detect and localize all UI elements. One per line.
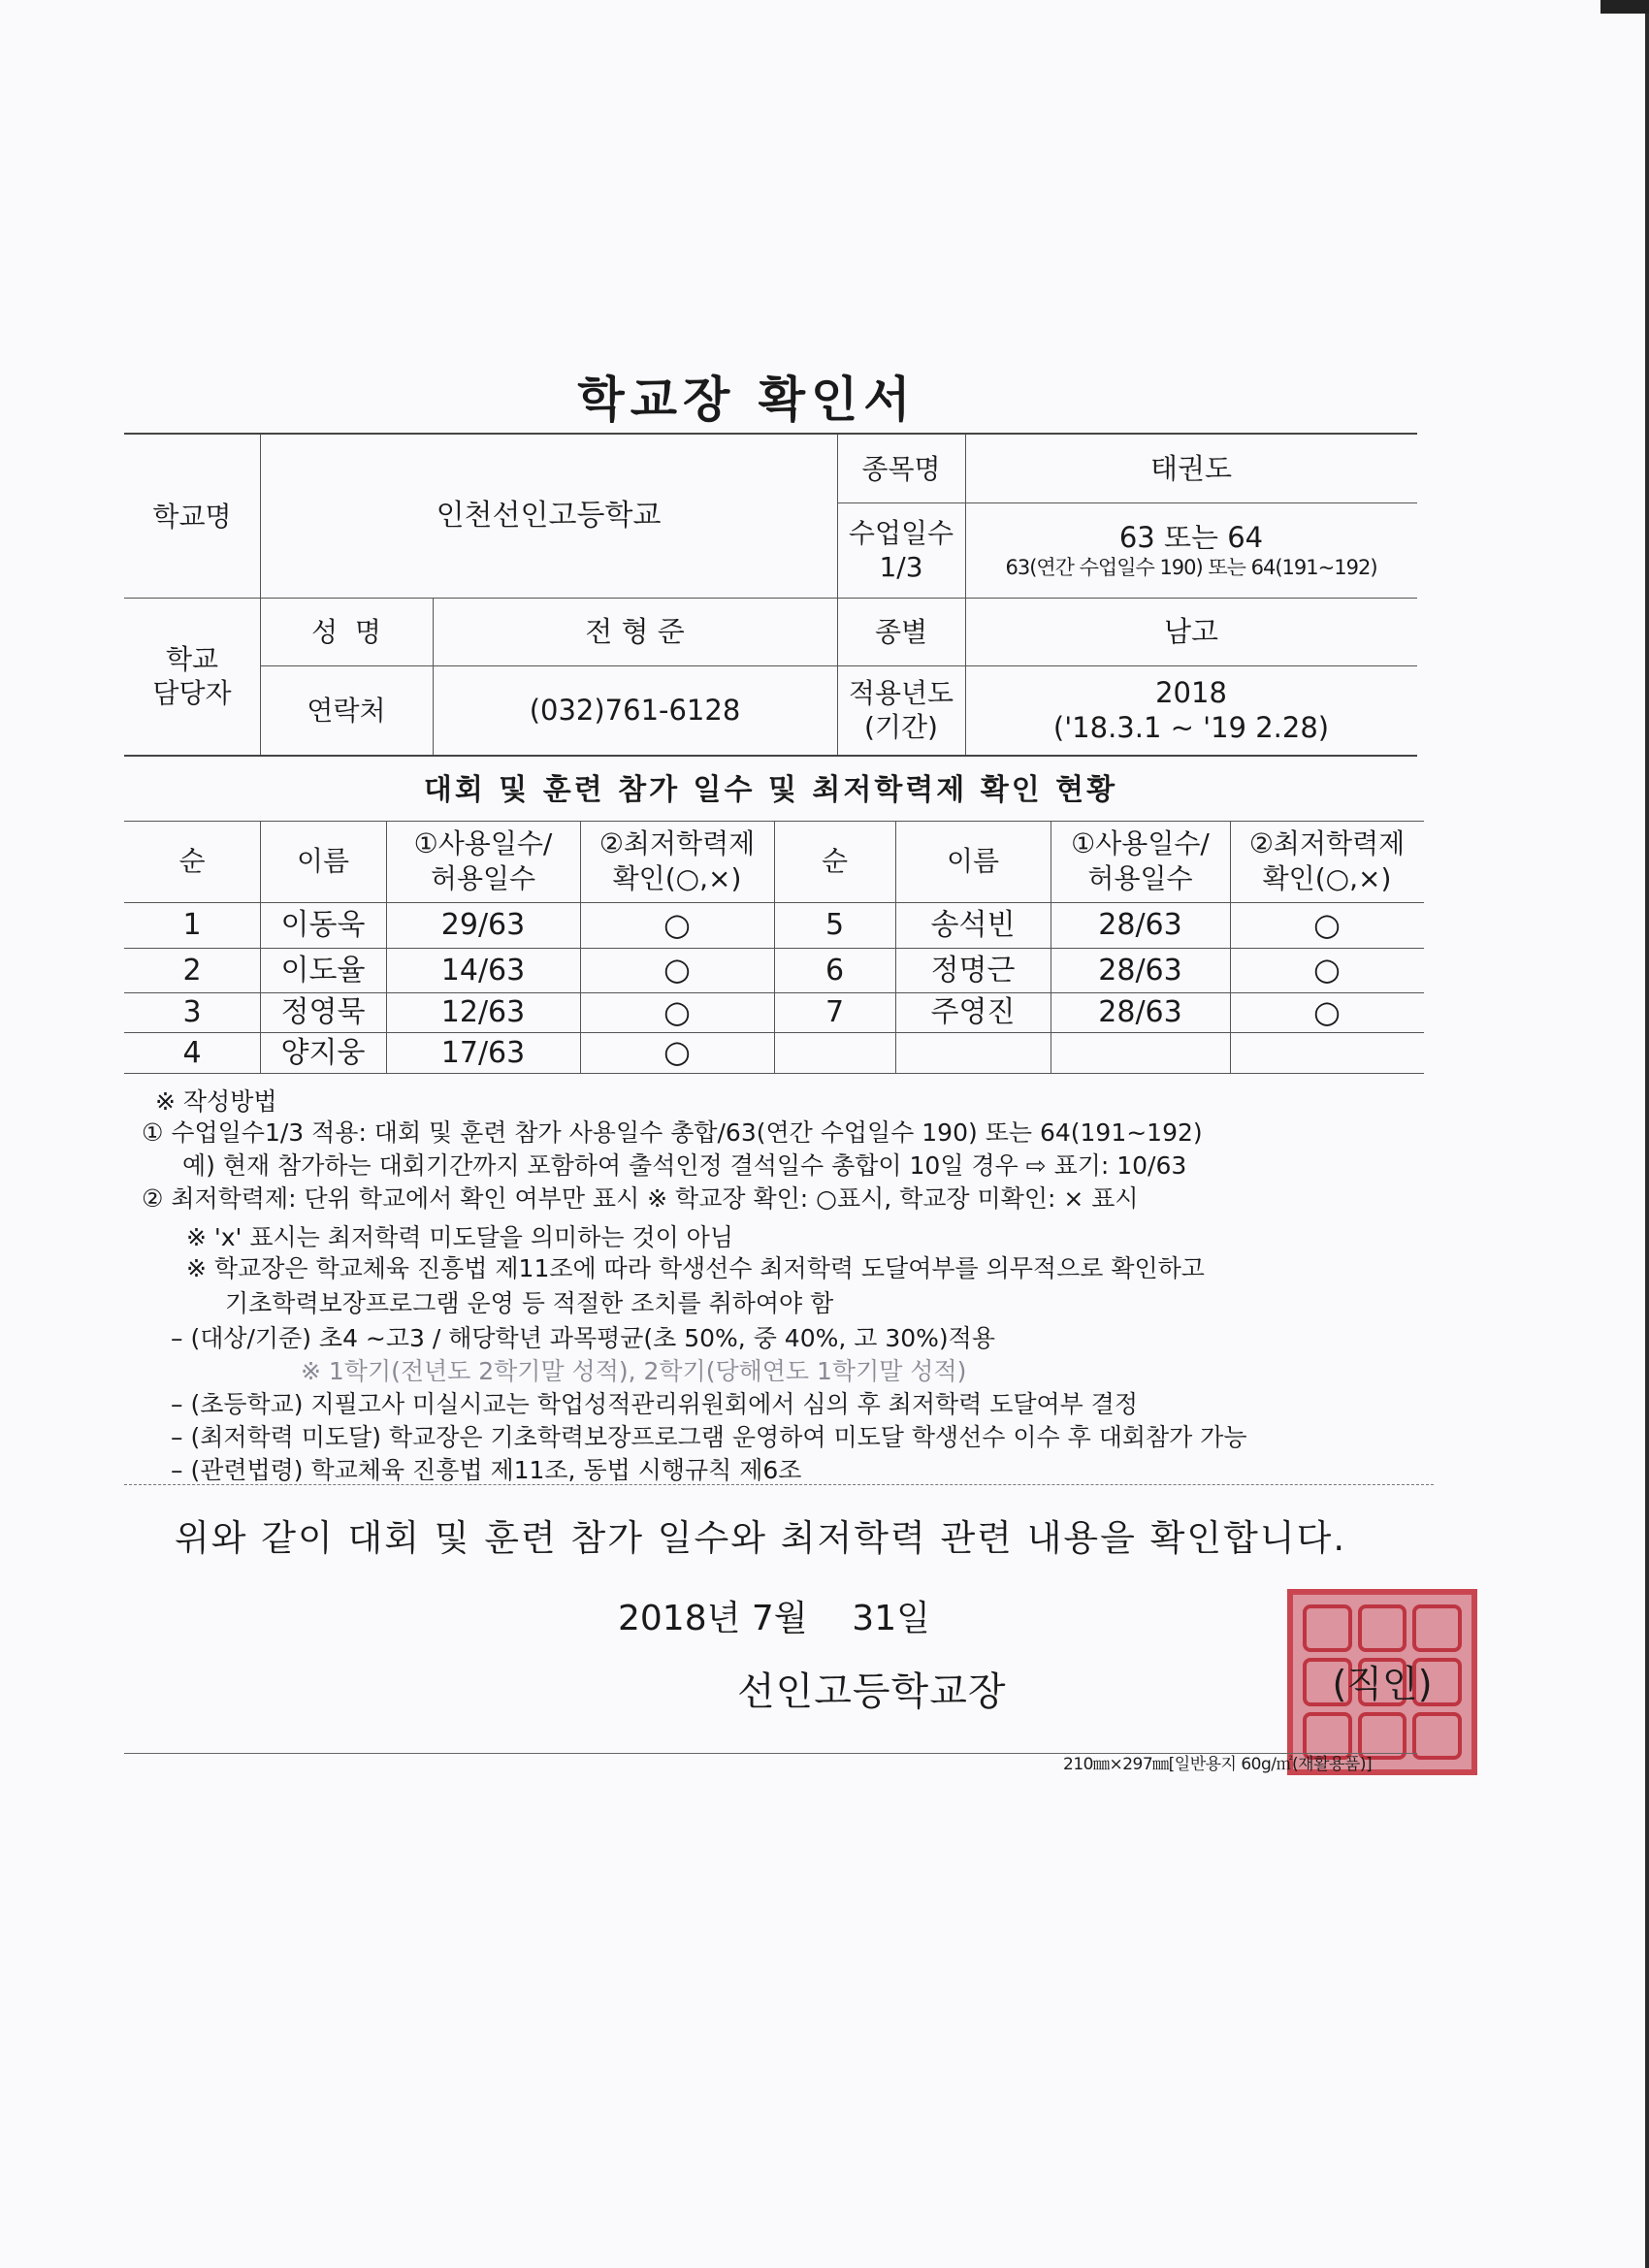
row-no: 4 [182,1035,202,1070]
staff-name-label: 성 명 [311,615,381,648]
row-no: 2 [182,953,202,988]
row-days: 29/63 [440,908,526,942]
row-check: ○ [1313,905,1341,943]
header-check-line2: 확인(○,×) [1262,862,1392,894]
note-line: ① 수업일수1/3 적용: 대회 및 훈련 참가 사용일수 총합/63(연간 수업일수 190) 또는 64(191~192) [142,1118,1203,1147]
type-value: 남고 [1163,614,1219,648]
note-line: 예) 현재 참가하는 대회기간까지 포함하여 출석인정 결석일수 총합이 10일 경우 ⇨ 표기: 10/63 [182,1151,1187,1180]
header-no-left: 순 [178,844,206,877]
header-used-right [1051,821,1230,902]
note-line: 기초학력보장프로그램 운영 등 적절한 조치를 취하여야 함 [225,1289,834,1317]
sport-value: 태권도 [1149,451,1233,485]
header-no-right: 순 [821,844,849,877]
header-check-line2: 확인(○,×) [612,862,742,894]
note-line: – (초등학교) 지필고사 미실시교는 학업성적관리위원회에서 심의 후 최저학력 도달여부 결정 [171,1390,1139,1418]
row-check: ○ [663,905,691,943]
header-used-left [386,821,580,902]
row-days: 12/63 [440,995,526,1029]
header-used-line1: ①사용일수/ [413,826,553,859]
row-days: 28/63 [1098,953,1182,988]
scan-edge-right [1645,0,1649,2268]
row-name: 이동욱 [280,908,366,942]
notes-divider [124,1484,1434,1485]
row-no: 1 [182,908,202,942]
school-name: 인천선인고등학교 [436,499,662,534]
confirm-statement: 위와 같이 대회 및 훈련 참가 일수와 최저학력 관련 내용을 확인합니다. [175,1517,1347,1559]
staff-contact: (032)761-6128 [529,693,741,727]
row-check: ○ [663,992,691,1030]
row-days: 28/63 [1098,995,1182,1029]
header-check-line1: ②최저학력제 [1248,826,1406,859]
row-days: 14/63 [440,953,526,988]
school-days-value [965,502,1417,598]
row-no: 6 [824,953,845,988]
header-used-line1: ①사용일수/ [1071,826,1210,859]
note-line: ※ 학교장은 학교체육 진흥법 제11조에 따라 학생선수 최저학력 도달여부를 의무적으로 확인하고 [186,1254,1205,1282]
note-line: – (관련법령) 학교체육 진흥법 제11조, 동법 시행규칙 제6조 [171,1456,802,1484]
row-days: 17/63 [440,1035,526,1070]
staff-label-line2: 담당자 [152,677,232,709]
row-name: 정영묵 [280,995,366,1029]
document-title: 학교장 확인서 [577,372,917,428]
year-period: ('18.3.1 ~ '19 2.28) [1052,711,1330,744]
note-heading: ※ 작성방법 [155,1087,277,1116]
staff-contact-label: 연락처 [307,694,386,727]
note-line: – (대상/기준) 초4 ~고3 / 해당학년 과목평균(초 50%, 중 40%, 고 30%)적용 [171,1324,995,1352]
row-name: 양지웅 [280,1035,366,1070]
staff-label-line1: 학교 [165,643,219,675]
principal-signature: 선인고등학교장 [737,1669,1007,1714]
year-value [965,665,1417,755]
year-number: 2018 [1155,675,1227,709]
header-name-right: 이름 [946,844,1000,877]
row-check: ○ [663,1033,691,1071]
header-used-line2: 허용일수 [1087,862,1193,894]
header-used-line2: 허용일수 [430,862,536,894]
row-check: ○ [1313,992,1341,1030]
row-days: 28/63 [1098,908,1182,942]
year-label-line1: 적용년도 [848,677,954,709]
note-line-faint: ※ 1학기(전년도 2학기말 성적), 2학기(당해연도 1학기말 성적) [301,1357,967,1385]
school-days-label-line2: 1/3 [879,551,923,583]
note-line: ② 최저학력제: 단위 학교에서 확인 여부만 표시 ※ 학교장 확인: ○표시, 학교장 미확인: × 표시 [142,1184,1139,1213]
type-label: 종별 [874,615,928,648]
participation-table [124,795,1424,1074]
row-no: 3 [182,995,202,1029]
school-days-detail: 63(연간 수업일수 190) 또는 64(191~192) [1005,556,1377,579]
row-check: ○ [663,951,691,988]
row-name: 주영진 [930,995,1016,1029]
school-days-label [837,502,965,598]
issue-date: 2018년 7월 31일 [618,1599,930,1638]
scan-edge-top [1600,0,1649,14]
status-subtitle: 대회 및 훈련 참가 일수 및 최저학력제 확인 현황 [423,773,1118,807]
school-days-label-line1: 수업일수 [848,517,954,549]
year-label-line2: (기간) [864,711,938,743]
sport-label: 종목명 [861,452,941,485]
staff-name: 전 형 준 [585,614,685,648]
school-name-label: 학교명 [152,500,232,533]
note-line: ※ 'x' 표시는 최저학력 미도달을 의미하는 것이 아님 [186,1223,733,1251]
year-label [837,665,965,755]
row-name: 이도율 [280,953,366,988]
header-check-right [1230,821,1424,902]
note-line: – (최저학력 미도달) 학교장은 기초학력보장프로그램 운영하여 미도달 학생선수 이수 후 대회참가 가능 [171,1423,1247,1451]
school-days-main: 63 또는 64 [1118,520,1264,554]
header-check-left [580,821,774,902]
header-check-line1: ②최저학력제 [598,826,756,859]
header-name-left: 이름 [296,844,350,877]
paper-spec: 210㎜×297㎜[일반용지 60g/㎡(재활용품)] [1063,1755,1373,1774]
seal-label: (직인) [1332,1663,1433,1705]
row-check: ○ [1313,951,1341,988]
row-no: 7 [824,995,845,1029]
row-name: 송석빈 [930,908,1016,942]
row-name: 정명근 [930,953,1016,988]
row-no: 5 [824,908,845,942]
staff-label [124,598,260,755]
school-info-table [124,433,1417,757]
